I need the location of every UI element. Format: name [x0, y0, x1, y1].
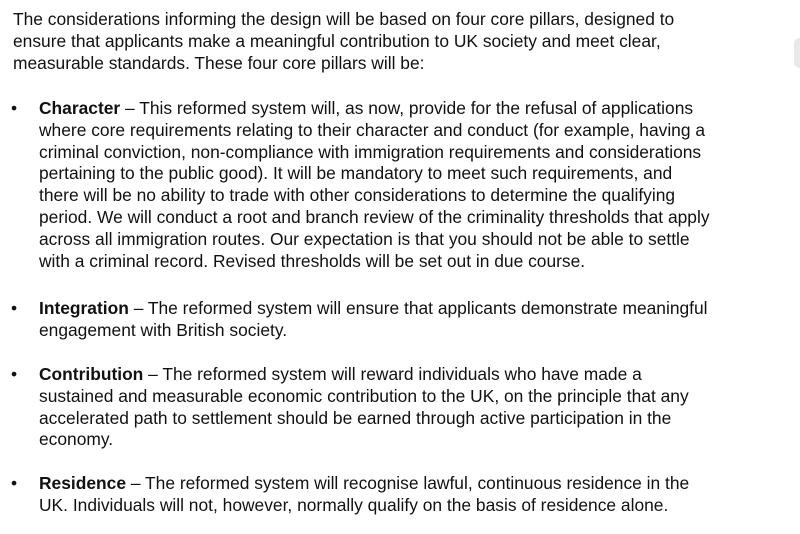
pillar-description: – The reformed system will reward individuals who have made a sustained and measurable economic contribution to the UK, on the principle that any accelerated path to settlement should be earned through active participation in the economy. [39, 364, 689, 450]
pillar-residence [13, 473, 799, 517]
pillar-title: Character [39, 98, 121, 118]
pillar-title: Residence [39, 473, 126, 493]
document-body [11, 9, 799, 515]
pillar-paragraph [39, 473, 799, 517]
pillar-integration [13, 298, 799, 342]
pillar-description: – The reformed system will ensure that applicants demonstrate meaningful engagement with British society. [39, 298, 708, 340]
pillar-character [13, 98, 799, 272]
bullet-icon: • [11, 364, 18, 384]
scroll-edge-indicator [794, 38, 800, 68]
pillar-paragraph [39, 364, 799, 451]
pillar-paragraph [39, 298, 799, 342]
bullet-icon: • [11, 473, 18, 493]
bullet-icon: • [11, 298, 18, 318]
pillar-description: – This reformed system will, as now, provide for the refusal of applications where core requirements relating to their character and conduct (for example, having a criminal conviction, non-compliance with immigration requirements and considerations pertaining to the public good). It will be mandatory to meet such requirements, and there will be no ability to trade with other considerations to determine the qualifying period. We will conduct a root and branch review of the criminality thresholds that apply across all immigration routes. Our expectation is that you should not be able to settle with a criminal record. Revised thresholds will be set out in due course. [39, 98, 710, 271]
pillar-contribution [13, 364, 799, 451]
pillar-paragraph [39, 98, 799, 272]
intro-paragraph: The considerations informing the design will be based on four core pillars, designed to ensure that applicants make a meaningful contribution to UK society and meet clear, measurable standards. These four core pillars will be: [13, 9, 675, 73]
bullet-icon: • [11, 98, 18, 118]
pillar-description: – The reformed system will recognise lawful, continuous residence in the UK. Individuals will not, however, normally qualify on the basis of residence alone. [39, 473, 690, 515]
pillar-title: Integration [39, 298, 129, 318]
pillar-title: Contribution [39, 364, 144, 384]
